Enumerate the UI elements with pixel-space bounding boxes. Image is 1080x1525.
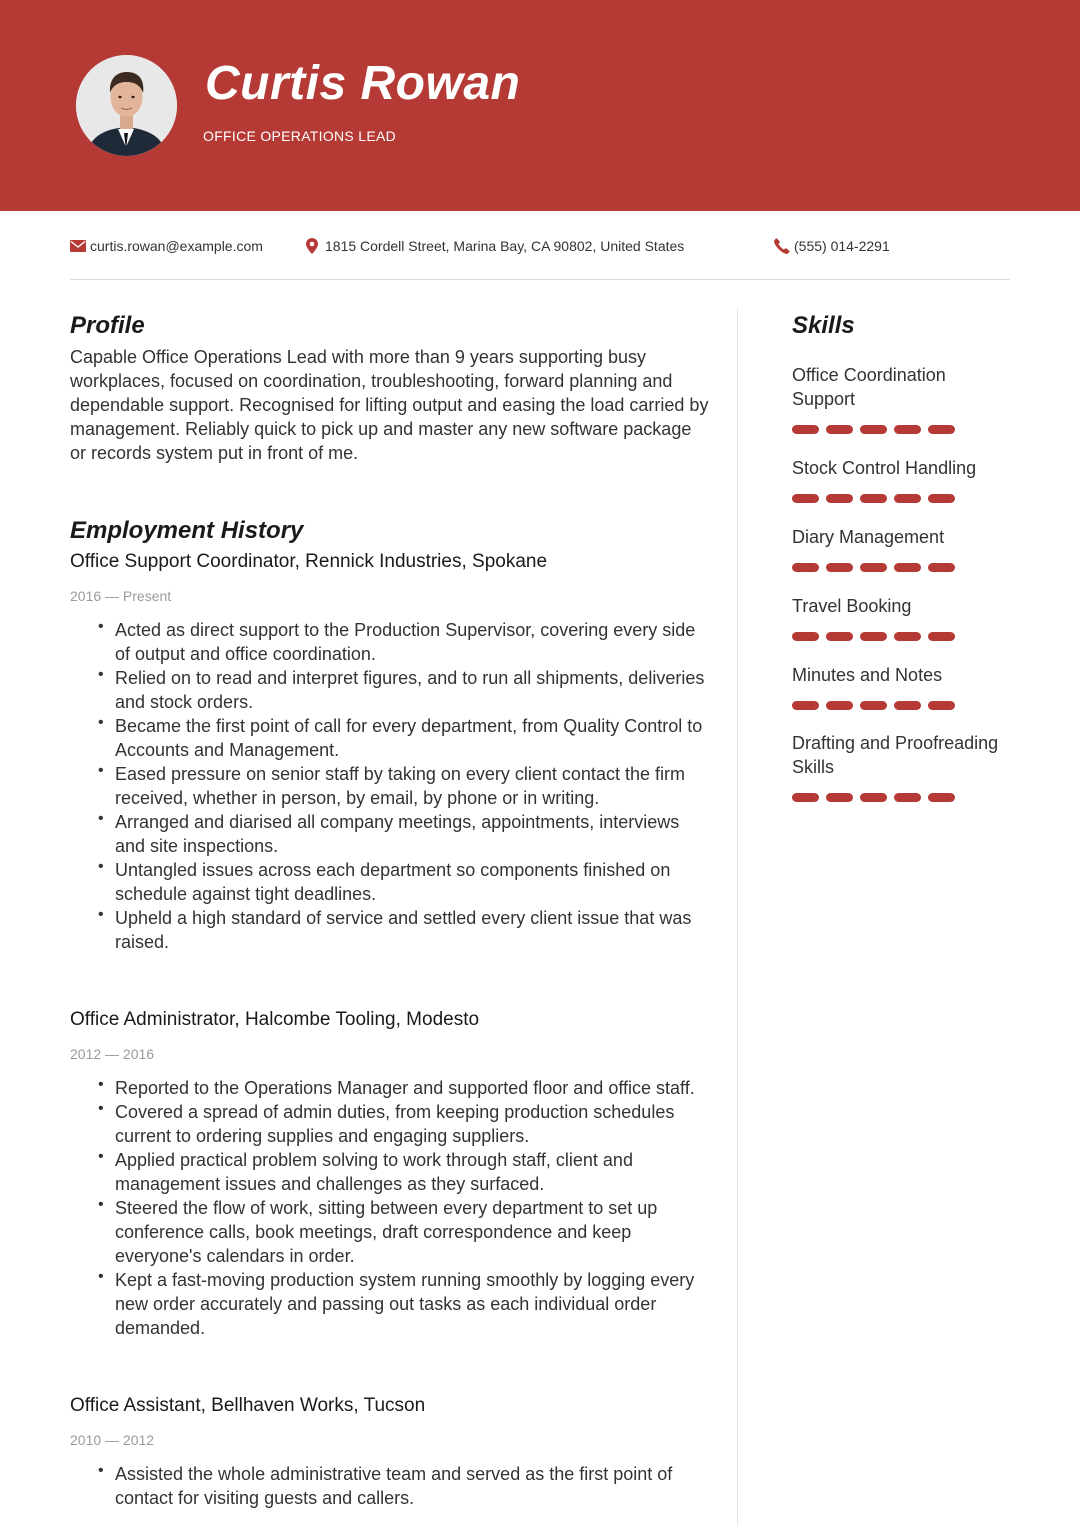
skill-rating-bar — [792, 494, 1007, 503]
skill-name: Stock Control Handling — [792, 458, 977, 478]
skill-rating-segment — [928, 494, 955, 503]
job-bullet: • Acted as direct support to the Production Supervisor, covering every side of output and office coordination. — [70, 618, 710, 666]
skill-item — [792, 594, 1007, 641]
skill-rating-segment — [928, 793, 955, 802]
skill-rating-segment — [860, 425, 887, 434]
job-bullet: • Covered a spread of admin duties, from keeping production schedules current to ordering supplies and engaging suppliers. — [70, 1100, 710, 1148]
skill-rating-segment — [860, 632, 887, 641]
job-entry — [70, 1393, 710, 1510]
skill-rating-bar — [792, 632, 1007, 641]
header-banner — [0, 0, 1080, 211]
skill-name: Drafting and Proofreading Skills — [792, 733, 999, 777]
profile-photo — [76, 55, 177, 156]
candidate-role: OFFICE OPERATIONS LEAD — [203, 128, 397, 144]
skills-heading: Skills — [792, 312, 855, 339]
contact-phone[interactable] — [774, 238, 890, 254]
job-bullet: • Eased pressure on senior staff by taking on every client contact the firm received, whether in person, by email, by phone or in writing. — [70, 762, 710, 810]
job-bullets — [70, 1462, 710, 1510]
skill-rating-bar — [792, 793, 1007, 802]
job-dates: 2010 — 2012 — [70, 1432, 155, 1448]
job-bullet: • Kept a fast-moving production system running smoothly by logging every new order accurately and passing out tasks as each individual order demanded. — [70, 1268, 710, 1340]
skill-name: Office Coordination Support — [792, 365, 946, 409]
job-entry — [70, 1007, 710, 1340]
job-bullet: • Became the first point of call for every department, from Quality Control to Accounts and Management. — [70, 714, 710, 762]
contact-address — [306, 238, 684, 254]
address-text: 1815 Cordell Street, Marina Bay, CA 90802, United States — [325, 238, 685, 254]
job-bullets — [70, 1076, 710, 1340]
skill-name: Diary Management — [792, 527, 945, 547]
skill-rating-segment — [792, 632, 819, 641]
map-pin-icon — [306, 238, 318, 254]
profile-summary: Capable Office Operations Lead with more than 9 years supporting busy workplaces, focused on coordination, troubleshooting, forward planning and dependable support. Recognised for lifting output and easing the load carried by management. Reliably quick to pick up and master any new software package or records system put in front of me. — [70, 347, 709, 463]
job-bullet: • Relied on to read and interpret figures, and to run all shipments, deliveries and stock orders. — [70, 666, 710, 714]
skill-rating-segment — [826, 701, 853, 710]
skill-rating-segment — [928, 563, 955, 572]
contact-bar — [70, 238, 1010, 258]
contact-email[interactable] — [70, 238, 263, 254]
skill-rating-bar — [792, 563, 1007, 572]
skills-list — [792, 363, 1022, 802]
skill-name: Travel Booking — [792, 596, 912, 616]
skill-rating-segment — [826, 494, 853, 503]
skill-rating-segment — [826, 632, 853, 641]
job-bullets — [70, 618, 710, 954]
employment-heading: Employment History — [70, 517, 304, 544]
skill-rating-segment — [894, 563, 921, 572]
job-bullet: • Reported to the Operations Manager and supported floor and office staff. — [70, 1076, 710, 1100]
job-title: Office Assistant, Bellhaven Works, Tucson — [70, 1395, 426, 1416]
skill-item — [792, 525, 1007, 572]
skill-rating-segment — [894, 425, 921, 434]
skill-rating-segment — [826, 425, 853, 434]
skill-rating-segment — [894, 632, 921, 641]
skill-rating-segment — [894, 701, 921, 710]
skill-rating-segment — [928, 632, 955, 641]
job-bullet: • Assisted the whole administrative team and served as the first point of contact for visiting guests and callers. — [70, 1462, 710, 1510]
main-column — [70, 310, 710, 1510]
avatar — [76, 55, 177, 156]
candidate-name: Curtis Rowan — [205, 57, 521, 110]
job-bullet: • Upheld a high standard of service and settled every client issue that was raised. — [70, 906, 710, 954]
skill-rating-segment — [860, 793, 887, 802]
skill-rating-bar — [792, 701, 1007, 710]
job-bullet: • Applied practical problem solving to work through staff, client and management issues and challenges as they surfaced. — [70, 1148, 710, 1196]
email-text: curtis.rowan@example.com — [90, 238, 263, 254]
job-bullet: • Untangled issues across each department so components finished on schedule against tight deadlines. — [70, 858, 710, 906]
skill-rating-segment — [792, 563, 819, 572]
column-divider — [737, 308, 738, 1525]
skill-item — [792, 731, 1007, 802]
skill-rating-segment — [860, 494, 887, 503]
skill-rating-segment — [792, 425, 819, 434]
skill-item — [792, 663, 1007, 710]
sidebar — [792, 310, 1022, 802]
skill-rating-segment — [860, 563, 887, 572]
skill-rating-segment — [928, 425, 955, 434]
skill-rating-bar — [792, 425, 1007, 434]
header-divider — [70, 279, 1010, 280]
skill-rating-segment — [792, 701, 819, 710]
phone-icon — [774, 238, 790, 254]
phone-text: (555) 014-2291 — [794, 238, 890, 254]
skill-rating-segment — [860, 701, 887, 710]
job-bullet: • Arranged and diarised all company meetings, appointments, interviews and site inspections. — [70, 810, 710, 858]
job-entry — [70, 549, 710, 954]
job-bullet: • Steered the flow of work, sitting between every department to set up conference calls, book meetings, draft correspondence and keep everyone's calendars in order. — [70, 1196, 710, 1268]
profile-heading: Profile — [70, 312, 145, 339]
job-dates: 2016 — Present — [70, 588, 172, 604]
skill-rating-segment — [792, 793, 819, 802]
skill-rating-segment — [826, 793, 853, 802]
skill-name: Minutes and Notes — [792, 665, 943, 685]
skill-rating-segment — [894, 494, 921, 503]
skill-item — [792, 456, 1007, 503]
skill-rating-segment — [894, 793, 921, 802]
skill-rating-segment — [928, 701, 955, 710]
job-dates: 2012 — 2016 — [70, 1046, 155, 1062]
job-title: Office Support Coordinator, Rennick Industries, Spokane — [70, 551, 548, 572]
skill-item — [792, 363, 1007, 434]
skill-rating-segment — [826, 563, 853, 572]
envelope-icon — [70, 240, 86, 252]
skill-rating-segment — [792, 494, 819, 503]
job-title: Office Administrator, Halcombe Tooling, Modesto — [70, 1009, 480, 1030]
